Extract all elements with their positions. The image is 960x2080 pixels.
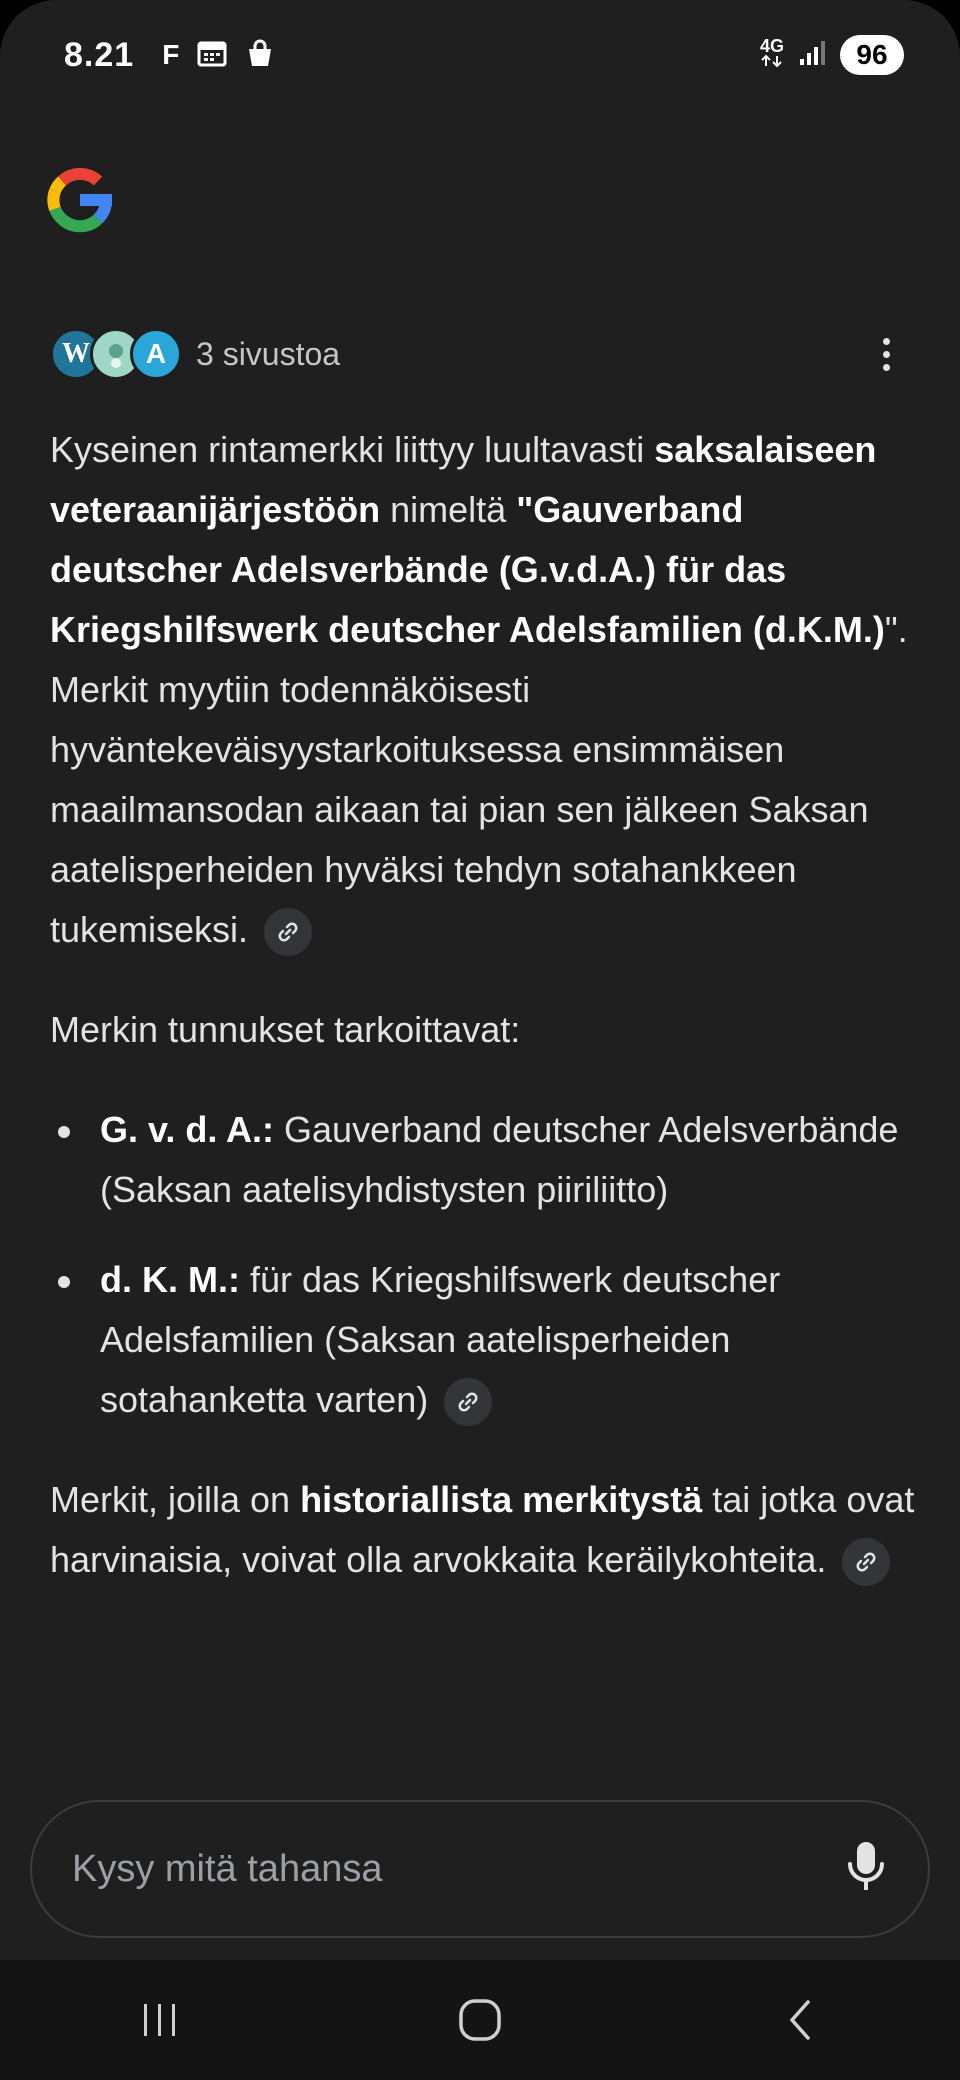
shopping-bag-icon	[245, 38, 275, 73]
recents-icon	[138, 2000, 182, 2040]
ask-input-placeholder: Kysy mitä tahansa	[72, 1847, 383, 1890]
site-a-icon: A	[130, 328, 182, 380]
status-bar	[0, 0, 960, 110]
answer-subheading: Merkin tunnukset tarkoittavat:	[50, 1009, 521, 1050]
answer-text: ". Merkit myytiin todennäköisesti hyväntekeväisyystarkoituksessa ensimmäisen maailmansodan aikaan tai pian sen jälkeen Saksan aatelisperheiden hyväksi tehdyn sotahankkeen tukemiseksi.	[50, 609, 908, 950]
back-icon	[782, 1998, 818, 2042]
answer-text: Merkit, joilla on	[50, 1479, 301, 1520]
data-arrows-icon	[760, 54, 784, 68]
network-indicator	[759, 35, 784, 73]
status-time: 8.21	[64, 35, 135, 74]
signal-icon	[798, 39, 826, 72]
recents-button[interactable]	[120, 1980, 200, 2060]
navigation-bar	[0, 1960, 960, 2080]
list-item-term: d. K. M.:	[100, 1259, 240, 1300]
status-right	[760, 35, 904, 75]
sources-row[interactable]	[50, 326, 910, 382]
source-icons	[50, 326, 180, 382]
ask-input[interactable]	[30, 1800, 930, 1938]
network-label: 4G	[759, 35, 784, 56]
wordpress-icon: W	[50, 328, 102, 380]
answer-bold: saksalaiseen veteraanijärjestöön	[50, 429, 877, 530]
microphone-icon[interactable]	[844, 1840, 888, 1899]
answer-text: nimeltä	[380, 489, 517, 530]
home-button[interactable]	[440, 1980, 520, 2060]
list-item-term: G. v. d. A.:	[100, 1109, 275, 1150]
answer-bold: historiallista merkitystä	[300, 1479, 703, 1520]
answer-bold: "Gauverband deutscher Adelsverbände (G.v.d.A.) für das Kriegshilfswerk deutscher Adelsfamilien (d.K.M.)	[50, 489, 885, 650]
back-button[interactable]	[760, 1980, 840, 2060]
link-icon	[456, 1390, 480, 1414]
list-item-text: für das Kriegshilfswerk deutscher Adelsfamilien (Saksan aatelisperheiden sotahanketta varten)	[100, 1259, 781, 1420]
battery-indicator: 96	[840, 35, 904, 75]
answer-paragraph-3	[50, 1470, 920, 1590]
list-item-text: Gauverband deutscher Adelsverbände (Saksan aatelisyhdistysten piiriliitto)	[100, 1109, 899, 1210]
link-icon	[854, 1550, 878, 1574]
status-f-label: F	[162, 39, 180, 70]
more-options-button[interactable]	[862, 326, 910, 382]
answer-list	[50, 1100, 920, 1430]
home-icon	[457, 1997, 503, 2043]
status-left	[64, 36, 275, 75]
calendar-icon	[197, 39, 227, 72]
link-icon	[276, 920, 300, 944]
list-item	[50, 1250, 920, 1430]
google-logo-icon	[40, 160, 120, 240]
answer-body	[50, 420, 920, 1590]
source-link-button[interactable]	[444, 1378, 492, 1426]
answer-text: Kyseinen rintamerkki liittyy luultavasti	[50, 429, 655, 470]
source-link-button[interactable]	[842, 1538, 890, 1586]
answer-paragraph-1	[50, 420, 920, 960]
list-item	[50, 1100, 920, 1220]
sources-count: 3 sivustoa	[196, 335, 341, 372]
source-link-button[interactable]	[264, 908, 312, 956]
answer-text: tai jotka ovat harvinaisia, voivat olla arvokkaita keräilykohteita.	[50, 1479, 915, 1580]
